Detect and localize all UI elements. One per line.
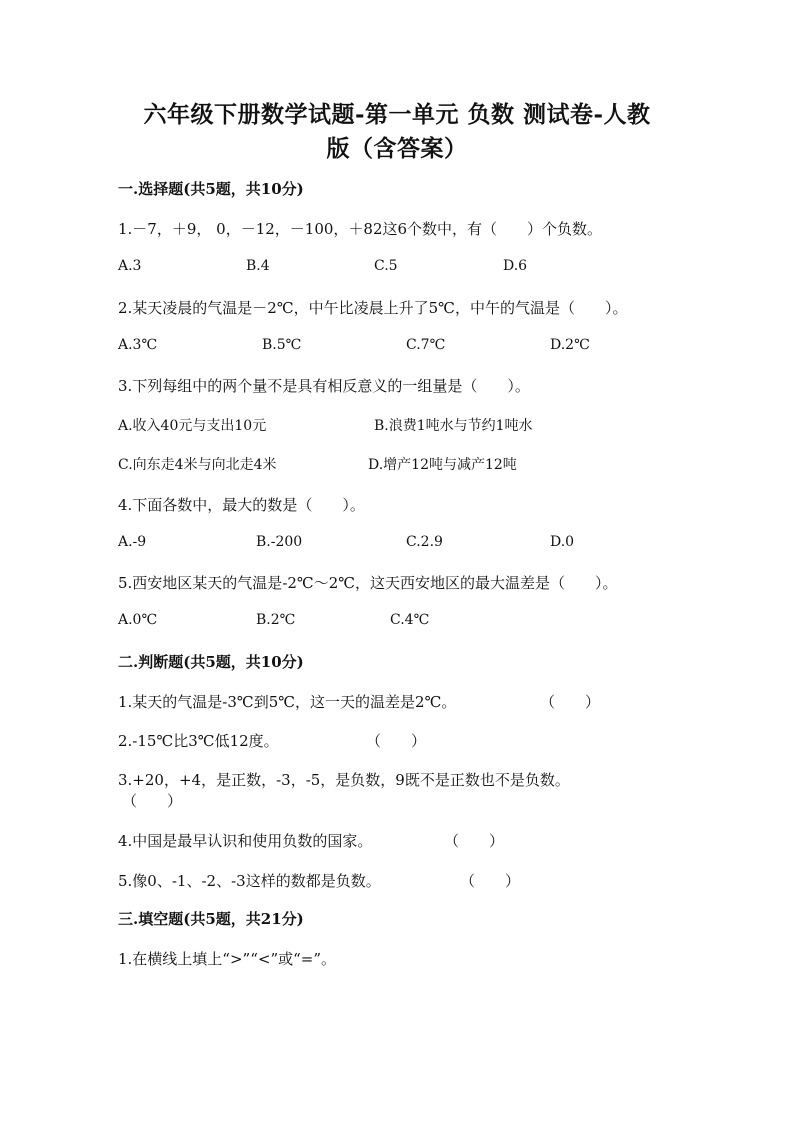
judge-q4-answer-blank: （ ） bbox=[444, 832, 505, 850]
choice-q3-option-a: A.收入40元与支出10元 bbox=[118, 418, 267, 434]
judge-q2-text: 2.-15℃比3℃低12度。 bbox=[118, 732, 279, 750]
choice-q3-option-b: B.浪费1吨水与节约1吨水 bbox=[374, 418, 533, 434]
choice-q1-option-c: C.5 bbox=[374, 258, 398, 274]
choice-q2-option-a: A.3℃ bbox=[118, 337, 158, 353]
choice-q4-option-c: C.2.9 bbox=[406, 534, 443, 550]
choice-q4-text: 4.下面各数中，最大的数是（ ）。 bbox=[118, 496, 365, 514]
choice-q1-option-a: A.3 bbox=[118, 258, 142, 274]
section-fill-heading: 三.填空题(共5题，共21分) bbox=[118, 910, 304, 928]
choice-q4-option-a: A.-9 bbox=[118, 534, 147, 550]
choice-q4-option-b: B.-200 bbox=[256, 534, 303, 550]
judge-q5-text: 5.像0、-1、-2、-3这样的数都是负数。 bbox=[118, 872, 381, 890]
choice-q2-option-d: D.2℃ bbox=[550, 337, 590, 353]
choice-q4-option-d: D.0 bbox=[550, 534, 575, 550]
section-choice-heading: 一.选择题(共5题，共10分) bbox=[118, 180, 304, 198]
choice-q3-option-d: D.增产12吨与减产12吨 bbox=[368, 457, 517, 473]
choice-q1-option-d: D.6 bbox=[503, 258, 528, 274]
choice-q5-option-c: C.4℃ bbox=[390, 612, 430, 628]
doc-title-line2: 版（含答案） bbox=[326, 135, 468, 162]
judge-q4-text: 4.中国是最早认识和使用负数的国家。 bbox=[118, 832, 373, 850]
choice-q1-text: 1.－7，＋9， 0，－12，－100，＋82这6个数中，有（ ）个负数。 bbox=[118, 220, 603, 238]
section-judge-heading: 二.判断题(共5题，共10分) bbox=[118, 653, 304, 671]
judge-q1-answer-blank: （ ） bbox=[540, 693, 601, 711]
fill-q1-text: 1.在横线上填上“>”“<”或“=”。 bbox=[118, 950, 337, 968]
choice-q3-text: 3.下列每组中的两个量不是具有相反意义的一组量是（ ）。 bbox=[118, 377, 530, 395]
judge-q1-text: 1.某天的气温是-3℃到5℃，这一天的温差是2℃。 bbox=[118, 693, 457, 711]
judge-q3-text: 3.+20，+4，是正数，-3，-5，是负数，9既不是正数也不是负数。 bbox=[118, 771, 570, 789]
choice-q5-option-b: B.2℃ bbox=[256, 612, 296, 628]
doc-title-line1: 六年级下册数学试题-第一单元 负数 测试卷-人教 bbox=[143, 101, 651, 128]
choice-q5-option-a: A.0℃ bbox=[118, 612, 158, 628]
choice-q3-option-c: C.向东走4米与向北走4米 bbox=[118, 457, 277, 473]
choice-q1-option-b: B.4 bbox=[246, 258, 270, 274]
judge-q5-answer-blank: （ ） bbox=[460, 872, 521, 890]
choice-q2-option-b: B.5℃ bbox=[262, 337, 302, 353]
choice-q5-text: 5.西安地区某天的气温是-2℃～2℃，这天西安地区的最大温差是（ ）。 bbox=[118, 574, 618, 592]
choice-q2-option-c: C.7℃ bbox=[406, 337, 446, 353]
judge-q3-answer-blank: （ ） bbox=[122, 792, 183, 810]
choice-q2-text: 2.某天凌晨的气温是－2℃，中午比凌晨上升了5℃，中午的气温是（ ）。 bbox=[118, 299, 628, 317]
judge-q2-answer-blank: （ ） bbox=[366, 732, 427, 750]
